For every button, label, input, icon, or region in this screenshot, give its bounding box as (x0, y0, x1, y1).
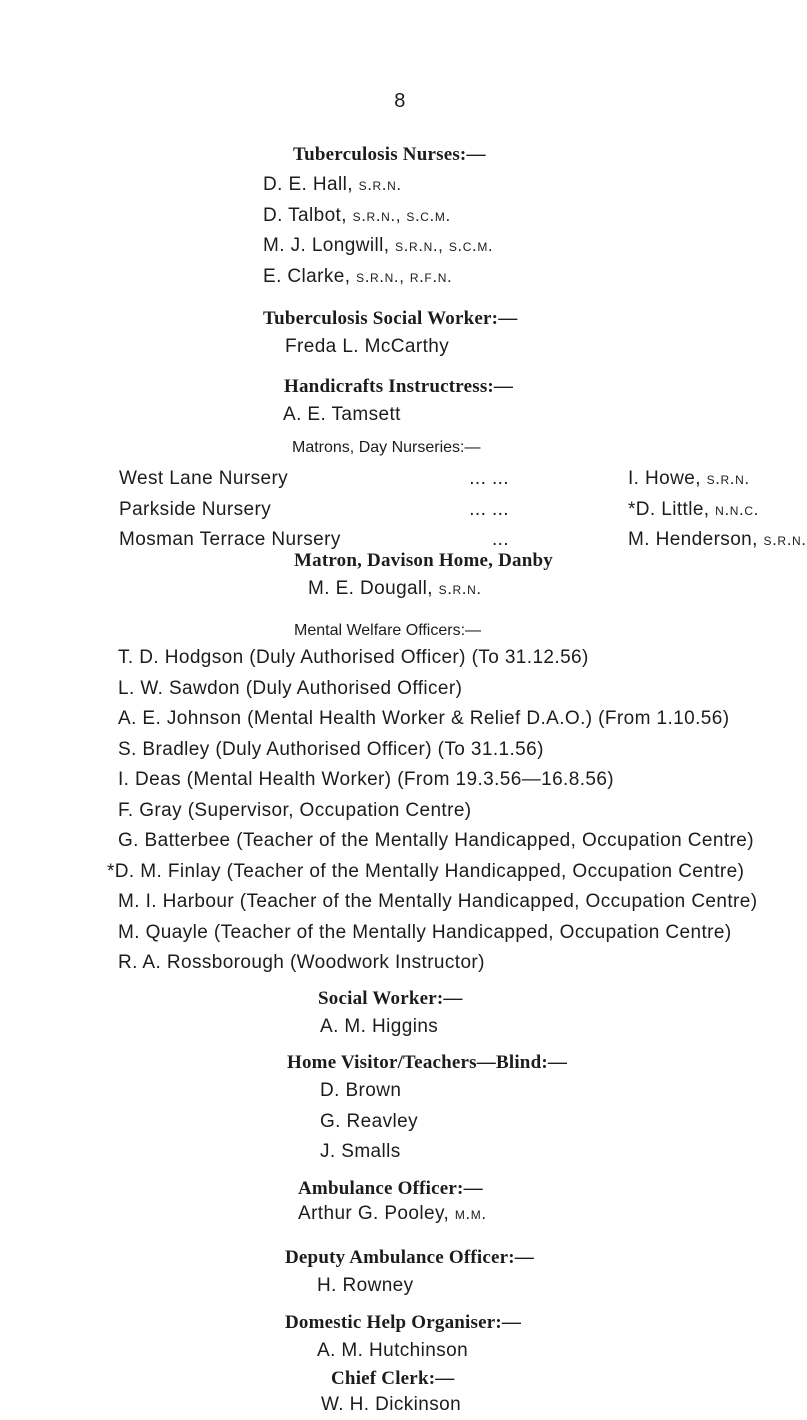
nursery-row (119, 495, 789, 526)
mental-welfare-item: S. Bradley (Duly Authorised Officer) (To 31.1.56) (118, 738, 544, 760)
deputy-ambulance-section (285, 1245, 534, 1302)
mental-welfare-item: I. Deas (Mental Health Worker) (From 19.3.56—16.8.56) (118, 769, 615, 790)
chief-clerk-name: W. H. Dickinson (321, 1394, 462, 1415)
mental-welfare-item: M. I. Harbour (Teacher of the Mentally Handicapped, Occupation Centre) (118, 891, 758, 912)
home-visitor-item: J. Smalls (320, 1141, 401, 1162)
social-worker-name: A. M. Higgins (320, 1016, 439, 1037)
mental-welfare-heading: Mental Welfare Officers:— (294, 622, 482, 639)
nursery-matron: I. Howe, s.r.n. (628, 468, 750, 489)
social-worker-heading: Social Worker:— (318, 988, 463, 1009)
page-number: 8 (394, 90, 406, 112)
nursery-matron: M. Henderson, s.r.n. (628, 529, 807, 550)
leader-dots: ... (491, 529, 509, 550)
mental-welfare-item: R. A. Rossborough (Woodwork Instructor) (118, 952, 485, 973)
home-visitors-section (287, 1050, 567, 1168)
deputy-ambulance-heading: Deputy Ambulance Officer:— (285, 1247, 534, 1268)
mental-welfare-item: *D. M. Finlay (Teacher of the Mentally Handicapped, Occupation Centre) (107, 860, 745, 882)
leader-dots: ... ... (469, 468, 509, 489)
nursery-name: West Lane Nursery (119, 468, 289, 489)
domestic-help-name: A. M. Hutchinson (317, 1340, 469, 1361)
nursery-matron: *D. Little, n.n.c. (628, 498, 759, 520)
tb-nurses-section (263, 142, 494, 292)
home-visitors-heading: Home Visitor/Teachers—Blind:— (287, 1052, 568, 1073)
tb-nurses-heading: Tuberculosis Nurses:— (293, 144, 486, 165)
ambulance-officer-heading: Ambulance Officer:— (298, 1178, 483, 1199)
handicrafts-heading: Handicrafts Instructress:— (284, 376, 514, 397)
mental-welfare-list (107, 643, 758, 979)
tb-social-worker-heading: Tuberculosis Social Worker:— (263, 308, 518, 329)
tb-social-worker-section (263, 306, 517, 363)
handicrafts-section (284, 374, 513, 431)
chief-clerk-section (321, 1366, 462, 1418)
mental-welfare-item: M. Quayle (Teacher of the Mentally Handicapped, Occupation Centre) (118, 921, 732, 943)
tb-nurse-item: D. E. Hall, s.r.n. (263, 174, 402, 195)
domestic-help-heading: Domestic Help Organiser:— (285, 1312, 522, 1333)
mental-welfare-item: G. Batterbee (Teacher of the Mentally Handicapped, Occupation Centre) (118, 830, 754, 851)
nursery-row (119, 464, 789, 495)
chief-clerk-heading: Chief Clerk:— (331, 1368, 455, 1389)
ambulance-officer-section (298, 1176, 487, 1226)
mental-welfare-item: T. D. Hodgson (Duly Authorised Officer) (To 31.12.56) (118, 647, 589, 668)
nursery-name: Mosman Terrace Nursery (119, 529, 341, 550)
matron-davison-heading: Matron, Davison Home, Danby (294, 550, 553, 571)
mental-welfare-item: A. E. Johnson (Mental Health Worker & Relief D.A.O.) (From 1.10.56) (118, 708, 730, 729)
matron-davison-name: M. E. Dougall, s.r.n. (308, 578, 482, 599)
home-visitor-item: G. Reavley (320, 1110, 418, 1132)
tb-nurse-item: D. Talbot, s.r.n., s.c.m. (263, 204, 451, 226)
mental-welfare-item: L. W. Sawdon (Duly Authorised Officer) (118, 677, 463, 699)
domestic-help-section (285, 1310, 521, 1367)
handicrafts-name: A. E. Tamsett (283, 404, 401, 425)
leader-dots: ... ... (469, 498, 509, 520)
home-visitor-item: D. Brown (320, 1080, 402, 1101)
tb-nurse-item: M. J. Longwill, s.r.n., s.c.m. (263, 235, 494, 256)
matron-davison-section (294, 548, 553, 605)
mental-welfare-item: F. Gray (Supervisor, Occupation Centre) (118, 799, 472, 821)
tb-nurse-item: E. Clarke, s.r.n., r.f.n. (263, 265, 453, 287)
nursery-name: Parkside Nursery (119, 498, 272, 520)
matrons-table (119, 464, 807, 556)
deputy-ambulance-name: H. Rowney (317, 1275, 414, 1296)
social-worker-section (318, 986, 463, 1043)
matrons-heading: Matrons, Day Nurseries:— (292, 439, 481, 456)
ambulance-officer-name: Arthur G. Pooley, m.m. (298, 1203, 487, 1224)
tb-social-worker-name: Freda L. McCarthy (285, 336, 450, 357)
